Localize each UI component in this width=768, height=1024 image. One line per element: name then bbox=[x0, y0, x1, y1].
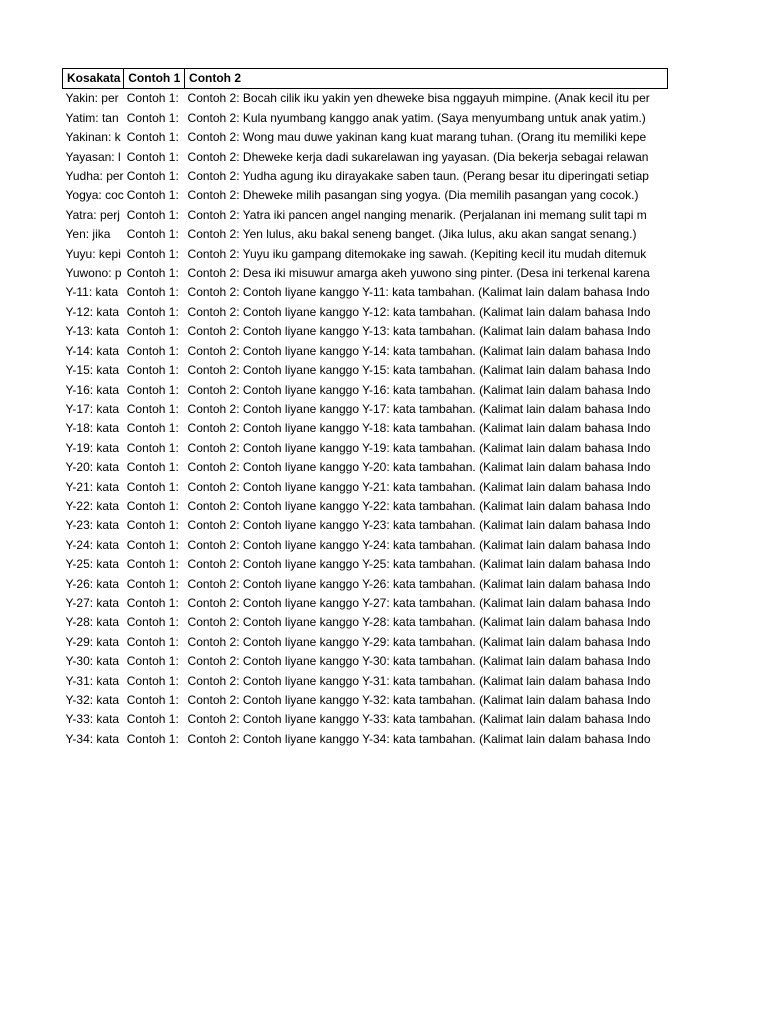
contoh-1-cell[interactable]: Contoh 1: bbox=[126, 266, 179, 281]
contoh-2-cell[interactable]: Contoh 2: Contoh liyane kanggo Y-13: kata tambahan. (Kalimat lain dalam bahasa Indo bbox=[187, 324, 651, 339]
contoh-2-cell[interactable]: Contoh 2: Dheweke milih pasangan sing yogya. (Dia memilih pasangan yang cocok.) bbox=[187, 188, 639, 203]
vocabulary-table bbox=[62, 68, 668, 749]
kosakata-cell[interactable]: Yudha: per bbox=[65, 169, 124, 184]
kosakata-cell[interactable]: Y-17: kata bbox=[65, 401, 120, 416]
table-row bbox=[63, 613, 668, 632]
contoh-1-cell[interactable]: Contoh 1: bbox=[126, 498, 179, 513]
contoh-1-cell[interactable]: Contoh 1: bbox=[126, 227, 179, 242]
spreadsheet-page bbox=[62, 68, 668, 749]
contoh-1-cell[interactable]: Contoh 1: bbox=[126, 634, 179, 649]
kosakata-cell[interactable]: Y-21: kata bbox=[65, 479, 120, 494]
contoh-1-cell[interactable]: Contoh 1: bbox=[126, 421, 179, 436]
contoh-2-cell[interactable]: Contoh 2: Contoh liyane kanggo Y-19: kata tambahan. (Kalimat lain dalam bahasa Indo bbox=[187, 440, 651, 455]
contoh-1-cell[interactable]: Contoh 1: bbox=[126, 285, 179, 300]
contoh-1-cell[interactable]: Contoh 1: bbox=[126, 382, 179, 397]
table-row bbox=[63, 89, 668, 109]
contoh-2-cell[interactable]: Contoh 2: Contoh liyane kanggo Y-23: kata tambahan. (Kalimat lain dalam bahasa Indo bbox=[187, 518, 651, 533]
kosakata-cell[interactable]: Y-26: kata bbox=[65, 576, 120, 591]
header-cell-contoh-2[interactable]: Contoh 2 bbox=[185, 69, 668, 89]
table-row bbox=[63, 439, 668, 458]
kosakata-cell[interactable]: Y-25: kata bbox=[65, 557, 120, 572]
contoh-2-cell[interactable]: Contoh 2: Contoh liyane kanggo Y-21: kata tambahan. (Kalimat lain dalam bahasa Indo bbox=[187, 479, 651, 494]
table-row bbox=[63, 109, 668, 128]
table-row bbox=[63, 206, 668, 225]
kosakata-cell[interactable]: Y-24: kata bbox=[65, 537, 120, 552]
contoh-2-cell[interactable]: Contoh 2: Contoh liyane kanggo Y-31: kata tambahan. (Kalimat lain dalam bahasa Indo bbox=[187, 673, 651, 688]
kosakata-cell[interactable]: Y-28: kata bbox=[65, 615, 120, 630]
contoh-2-cell[interactable]: Contoh 2: Contoh liyane kanggo Y-29: kata tambahan. (Kalimat lain dalam bahasa Indo bbox=[187, 634, 651, 649]
contoh-2-cell[interactable]: Contoh 2: Yuyu iku gampang ditemokake ing sawah. (Kepiting kecil itu mudah ditemuk bbox=[187, 246, 647, 261]
contoh-1-cell[interactable]: Contoh 1: bbox=[126, 343, 179, 358]
kosakata-cell[interactable]: Y-31: kata bbox=[65, 673, 120, 688]
contoh-1-cell[interactable]: Contoh 1: bbox=[126, 207, 179, 222]
contoh-1-cell[interactable]: Contoh 1: bbox=[126, 324, 179, 339]
kosakata-cell[interactable]: Y-32: kata bbox=[65, 693, 120, 707]
table-row bbox=[63, 516, 668, 535]
table-row bbox=[63, 245, 668, 264]
kosakata-cell[interactable]: Yuyu: kepi bbox=[65, 246, 121, 261]
contoh-2-cell[interactable]: Contoh 2: Yudha agung iku dirayakake saben taun. (Perang besar itu diperingati setiap bbox=[187, 169, 649, 184]
contoh-2-cell[interactable]: Contoh 2: Desa iki misuwur amarga akeh yuwono sing pinter. (Desa ini terkenal karena bbox=[187, 266, 650, 281]
contoh-2-cell[interactable]: Contoh 2: Contoh liyane kanggo Y-14: kata tambahan. (Kalimat lain dalam bahasa Indo bbox=[187, 343, 651, 358]
table-row bbox=[63, 167, 668, 186]
contoh-2-cell[interactable]: Contoh 2: Dheweke kerja dadi sukarelawan ing yayasan. (Dia bekerja sebagai relawan bbox=[187, 149, 649, 164]
kosakata-cell[interactable]: Y-29: kata bbox=[65, 634, 120, 649]
contoh-1-cell[interactable]: Contoh 1: bbox=[126, 673, 179, 688]
table-row bbox=[63, 478, 668, 497]
kosakata-cell[interactable]: Y-14: kata bbox=[65, 343, 120, 358]
contoh-2-cell[interactable]: Contoh 2: Contoh liyane kanggo Y-20: kata tambahan. (Kalimat lain dalam bahasa Indo bbox=[187, 460, 651, 475]
contoh-1-cell[interactable]: Contoh 1: bbox=[126, 188, 179, 203]
table-row bbox=[63, 361, 668, 380]
kosakata-cell[interactable]: Y-18: kata bbox=[65, 421, 120, 436]
kosakata-cell[interactable]: Y-33: kata bbox=[65, 712, 120, 727]
kosakata-cell[interactable]: Y-20: kata bbox=[65, 460, 120, 475]
contoh-2-cell[interactable]: Contoh 2: Yen lulus, aku bakal seneng banget. (Jika lulus, aku akan sangat senang.) bbox=[187, 227, 637, 242]
kosakata-cell[interactable]: Yakin: per bbox=[65, 91, 119, 106]
contoh-1-cell[interactable]: Contoh 1: bbox=[126, 91, 179, 106]
contoh-1-cell[interactable]: Contoh 1: bbox=[126, 731, 179, 746]
kosakata-cell[interactable]: Y-22: kata bbox=[65, 498, 120, 513]
contoh-2-cell[interactable]: Contoh 2: Contoh liyane kanggo Y-26: kata tambahan. (Kalimat lain dalam bahasa Indo bbox=[187, 576, 651, 591]
table-row bbox=[63, 458, 668, 477]
contoh-1-cell[interactable]: Contoh 1: bbox=[126, 246, 179, 261]
header-cell-kosakata[interactable]: Kosakata bbox=[63, 69, 124, 89]
contoh-2-cell[interactable]: Contoh 2: Bocah cilik iku yakin yen dheweke bisa nggayuh mimpine. (Anak kecil itu per bbox=[187, 91, 650, 106]
table-row bbox=[63, 225, 668, 244]
table-row bbox=[63, 672, 668, 691]
contoh-1-cell[interactable]: Contoh 1: bbox=[126, 615, 179, 630]
contoh-1-cell[interactable]: Contoh 1: bbox=[126, 537, 179, 552]
kosakata-cell[interactable]: Y-30: kata bbox=[65, 654, 120, 669]
contoh-1-cell[interactable]: Contoh 1: bbox=[126, 363, 179, 378]
table-row bbox=[63, 186, 668, 205]
kosakata-cell[interactable]: Y-11: kata bbox=[65, 285, 119, 300]
kosakata-cell[interactable]: Y-27: kata bbox=[65, 595, 120, 610]
kosakata-cell[interactable]: Y-34: kata bbox=[65, 731, 120, 746]
table-row bbox=[63, 730, 668, 749]
table-row bbox=[63, 381, 668, 400]
table-row bbox=[63, 148, 668, 167]
kosakata-cell[interactable]: Yakinan: k bbox=[65, 130, 121, 145]
contoh-2-cell[interactable]: Contoh 2: Contoh liyane kanggo Y-25: kata tambahan. (Kalimat lain dalam bahasa Indo bbox=[187, 557, 651, 572]
contoh-1-cell[interactable]: Contoh 1: bbox=[126, 149, 179, 164]
contoh-1-cell[interactable]: Contoh 1: bbox=[126, 479, 179, 494]
table-row bbox=[63, 322, 668, 341]
table-row bbox=[63, 691, 668, 710]
table-row bbox=[63, 633, 668, 652]
kosakata-cell[interactable]: Yogya: coc bbox=[65, 188, 124, 203]
contoh-2-cell[interactable]: Contoh 2: Contoh liyane kanggo Y-11: kata tambahan. (Kalimat lain dalam bahasa Indo bbox=[187, 285, 650, 300]
kosakata-cell[interactable]: Yatra: perj bbox=[65, 207, 120, 222]
contoh-1-cell[interactable]: Contoh 1: bbox=[126, 440, 179, 455]
table-row bbox=[63, 710, 668, 729]
contoh-2-cell[interactable]: Contoh 2: Yatra iki pancen angel nanging menarik. (Perjalanan ini memang sulit tapi m bbox=[187, 207, 647, 222]
header-cell-contoh-1[interactable]: Contoh 1 bbox=[124, 69, 185, 89]
contoh-1-cell[interactable]: Contoh 1: bbox=[126, 110, 179, 125]
table-row bbox=[63, 536, 668, 555]
kosakata-cell[interactable]: Y-15: kata bbox=[65, 363, 120, 378]
table-row bbox=[63, 594, 668, 613]
table-row bbox=[63, 400, 668, 419]
table-row bbox=[63, 497, 668, 516]
table-row bbox=[63, 419, 668, 438]
contoh-2-cell[interactable]: Contoh 2: Contoh liyane kanggo Y-24: kata tambahan. (Kalimat lain dalam bahasa Indo bbox=[187, 537, 651, 552]
contoh-2-cell[interactable]: Contoh 2: Contoh liyane kanggo Y-17: kata tambahan. (Kalimat lain dalam bahasa Indo bbox=[187, 401, 651, 416]
contoh-1-cell[interactable]: Contoh 1: bbox=[126, 304, 179, 319]
contoh-2-cell[interactable]: Contoh 2: Contoh liyane kanggo Y-32: kata tambahan. (Kalimat lain dalam bahasa Indo bbox=[187, 693, 651, 707]
contoh-1-cell[interactable]: Contoh 1: bbox=[126, 130, 179, 145]
contoh-2-cell[interactable]: Contoh 2: Contoh liyane kanggo Y-33: kata tambahan. (Kalimat lain dalam bahasa Indo bbox=[187, 712, 651, 727]
contoh-2-cell[interactable]: Contoh 2: Contoh liyane kanggo Y-30: kata tambahan. (Kalimat lain dalam bahasa Indo bbox=[187, 654, 651, 669]
kosakata-cell[interactable]: Yatim: tan bbox=[65, 110, 119, 125]
table-row bbox=[63, 652, 668, 671]
header-row bbox=[63, 69, 668, 89]
kosakata-cell[interactable]: Y-19: kata bbox=[65, 440, 120, 455]
contoh-1-cell[interactable]: Contoh 1: bbox=[126, 460, 179, 475]
contoh-1-cell[interactable]: Contoh 1: bbox=[126, 654, 179, 669]
kosakata-cell[interactable]: Yuwono: p bbox=[65, 266, 122, 281]
table-row bbox=[63, 342, 668, 361]
contoh-1-cell[interactable]: Contoh 1: bbox=[126, 401, 179, 416]
contoh-2-cell[interactable]: Contoh 2: Contoh liyane kanggo Y-22: kata tambahan. (Kalimat lain dalam bahasa Indo bbox=[187, 498, 651, 513]
contoh-1-cell[interactable]: Contoh 1: bbox=[126, 595, 179, 610]
contoh-1-cell[interactable]: Contoh 1: bbox=[126, 693, 179, 707]
kosakata-cell[interactable]: Y-12: kata bbox=[65, 304, 120, 319]
table-row bbox=[63, 128, 668, 147]
contoh-2-cell[interactable]: Contoh 2: Contoh liyane kanggo Y-15: kata tambahan. (Kalimat lain dalam bahasa Indo bbox=[187, 363, 651, 378]
table-row bbox=[63, 303, 668, 322]
kosakata-cell[interactable]: Y-16: kata bbox=[65, 382, 120, 397]
kosakata-cell[interactable]: Y-13: kata bbox=[65, 324, 120, 339]
contoh-2-cell[interactable]: Contoh 2: Contoh liyane kanggo Y-12: kata tambahan. (Kalimat lain dalam bahasa Indo bbox=[187, 304, 651, 319]
contoh-2-cell[interactable]: Contoh 2: Contoh liyane kanggo Y-27: kata tambahan. (Kalimat lain dalam bahasa Indo bbox=[187, 595, 651, 610]
kosakata-cell[interactable]: Y-23: kata bbox=[65, 518, 120, 533]
contoh-1-cell[interactable]: Contoh 1: bbox=[126, 518, 179, 533]
table-row bbox=[63, 555, 668, 574]
contoh-1-cell[interactable]: Contoh 1: bbox=[126, 576, 179, 591]
table-row bbox=[63, 575, 668, 594]
kosakata-cell[interactable]: Yayasan: l bbox=[65, 149, 121, 164]
table-row bbox=[63, 283, 668, 302]
contoh-2-cell[interactable]: Contoh 2: Contoh liyane kanggo Y-18: kata tambahan. (Kalimat lain dalam bahasa Indo bbox=[187, 421, 651, 436]
contoh-2-cell[interactable]: Contoh 2: Contoh liyane kanggo Y-28: kata tambahan. (Kalimat lain dalam bahasa Indo bbox=[187, 615, 651, 630]
contoh-1-cell[interactable]: Contoh 1: bbox=[126, 712, 179, 727]
contoh-2-cell[interactable]: Contoh 2: Kula nyumbang kanggo anak yatim. (Saya menyumbang untuk anak yatim.) bbox=[187, 110, 646, 125]
contoh-2-cell[interactable]: Contoh 2: Wong mau duwe yakinan kang kuat marang tuhan. (Orang itu memiliki kepe bbox=[187, 130, 647, 145]
kosakata-cell[interactable]: Yen: jika bbox=[65, 227, 111, 242]
contoh-1-cell[interactable]: Contoh 1: bbox=[126, 169, 179, 184]
table-row bbox=[63, 264, 668, 283]
contoh-2-cell[interactable]: Contoh 2: Contoh liyane kanggo Y-16: kata tambahan. (Kalimat lain dalam bahasa Indo bbox=[187, 382, 651, 397]
contoh-2-cell[interactable]: Contoh 2: Contoh liyane kanggo Y-34: kata tambahan. (Kalimat lain dalam bahasa Indo bbox=[187, 731, 651, 746]
contoh-1-cell[interactable]: Contoh 1: bbox=[126, 557, 179, 572]
